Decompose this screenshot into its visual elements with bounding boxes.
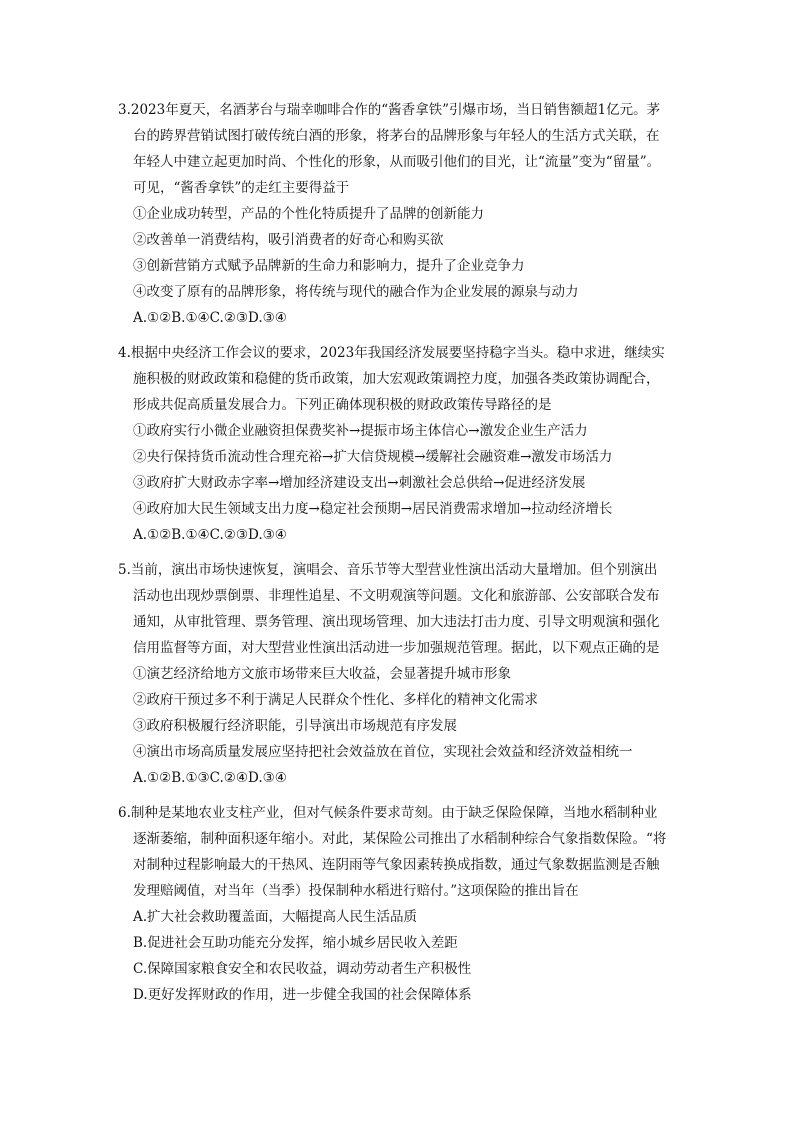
option-1: ①政府实行小微企业融资担保费奖补→提振市场主体信心→激发企业生产活力 xyxy=(133,423,588,439)
question-stem-line: 对制种过程影响最大的干热风、连阴雨等气象因素转换成指数，通过气象数据监测是否触 xyxy=(133,857,660,873)
question-stem-line: 5.当前，演出市场快速恢复，演唱会、音乐节等大型营业性演出活动大量增加。但个别演出 xyxy=(118,562,658,578)
option-1: ①演艺经济给地方文旅市场带来巨大收益，会显著提升城市形象 xyxy=(133,666,511,682)
question-stem-line: 逐渐萎缩，制种面积逐年缩小。对此，某保险公司推出了水稻制种综合气象指数保险。“将 xyxy=(133,831,667,847)
option-c: C.保障国家粮食安全和农民收益，调动劳动者生产积极性 xyxy=(133,961,472,977)
option-1: ①企业成功转型，产品的个性化特质提升了品牌的创新能力 xyxy=(133,206,484,222)
question-stem-line: 活动也出现炒票倒票、非理性追星、不文明观演等问题。文化和旅游部、公安部联合发布 xyxy=(133,588,660,604)
option-3: ③政府积极履行经济职能，引导演出市场规范有序发展 xyxy=(133,718,457,734)
question-stem-line: 施积极的财政政策和稳健的货币政策，加大宏观政策调控力度，加强各类政策协调配合， xyxy=(133,371,660,387)
option-4: ④改变了原有的品牌形象，将传统与现代的融合作为企业发展的源泉与动力 xyxy=(133,284,579,300)
question-stem-line: 通知，从审批管理、票务管理、演出现场管理、加大违法打击力度、引导文明观演和强化 xyxy=(133,614,660,630)
option-a: A.扩大社会救助覆盖面，大幅提高人民生活品质 xyxy=(133,909,418,925)
answer-choices: A.①②B.①④C.②③D.③④ xyxy=(133,527,287,543)
question-stem-line: 6.制种是某地农业支柱产业，但对气候条件要求苛刻。由于缺乏保险保障，当地水稻制种业 xyxy=(118,805,658,821)
answer-choices: A.①②B.①③C.②④D.③④ xyxy=(133,770,287,786)
question-5 xyxy=(118,557,698,791)
question-stem-line: 年轻人中建立起更加时尚、个性化的形象，从而吸引他们的目光，让“流量”变为“留量”。 xyxy=(133,154,661,170)
option-2: ②政府干预过多不利于满足人民群众个性化、多样化的精神文化需求 xyxy=(133,692,538,708)
question-stem-line: 形成共促高质量发展合力。下列正确体现积极的财政政策传导路径的是 xyxy=(133,397,552,413)
question-6 xyxy=(118,800,698,1008)
question-stem-line: 可见，“酱香拿铁”的走红主要得益于 xyxy=(133,180,350,196)
question-3 xyxy=(118,97,698,331)
question-stem-line: 发理赔阈值，对当年（当季）投保制种水稻进行赔付。”这项保险的推出旨在 xyxy=(133,883,579,899)
option-2: ②央行保持货币流动性合理充裕→扩大信贷规模→缓解社会融资难→激发市场活力 xyxy=(133,449,613,465)
question-stem-line: 台的跨界营销试图打破传统白酒的形象，将茅台的品牌形象与年轻人的生活方式关联，在 xyxy=(133,128,660,144)
question-4 xyxy=(118,340,698,548)
option-4: ④政府加大民生领域支出力度→稳定社会预期→居民消费需求增加→拉动经济增长 xyxy=(133,501,613,517)
option-d: D.更好发挥财政的作用，进一步健全我国的社会保障体系 xyxy=(133,987,472,1003)
option-3: ③创新营销方式赋予品牌新的生命力和影响力，提升了企业竞争力 xyxy=(133,258,525,274)
option-b: B.促进社会互助功能充分发挥，缩小城乡居民收入差距 xyxy=(133,935,458,951)
option-4: ④演出市场高质量发展应坚持把社会效益放在首位，实现社会效益和经济效益相统一 xyxy=(133,744,633,760)
answer-choices: A.①②B.①④C.②③D.③④ xyxy=(133,310,287,326)
question-stem-line: 4.根据中央经济工作会议的要求，2023年我国经济发展要坚持稳字当头。稳中求进，继续实 xyxy=(118,345,665,361)
option-2: ②改善单一消费结构，吸引消费者的好奇心和购买欲 xyxy=(133,232,444,248)
question-stem-line: 3.2023年夏天，名酒茅台与瑞幸咖啡合作的“酱香拿铁”引爆市场，当日销售额超1亿元。茅 xyxy=(118,102,661,118)
question-stem-line: 信用监督等方面，对大型营业性演出活动进一步加强规范管理。据此，以下观点正确的是 xyxy=(133,640,660,656)
option-3: ③政府扩大财政赤字率→增加经济建设支出→刺激社会总供给→促进经济发展 xyxy=(133,475,586,491)
